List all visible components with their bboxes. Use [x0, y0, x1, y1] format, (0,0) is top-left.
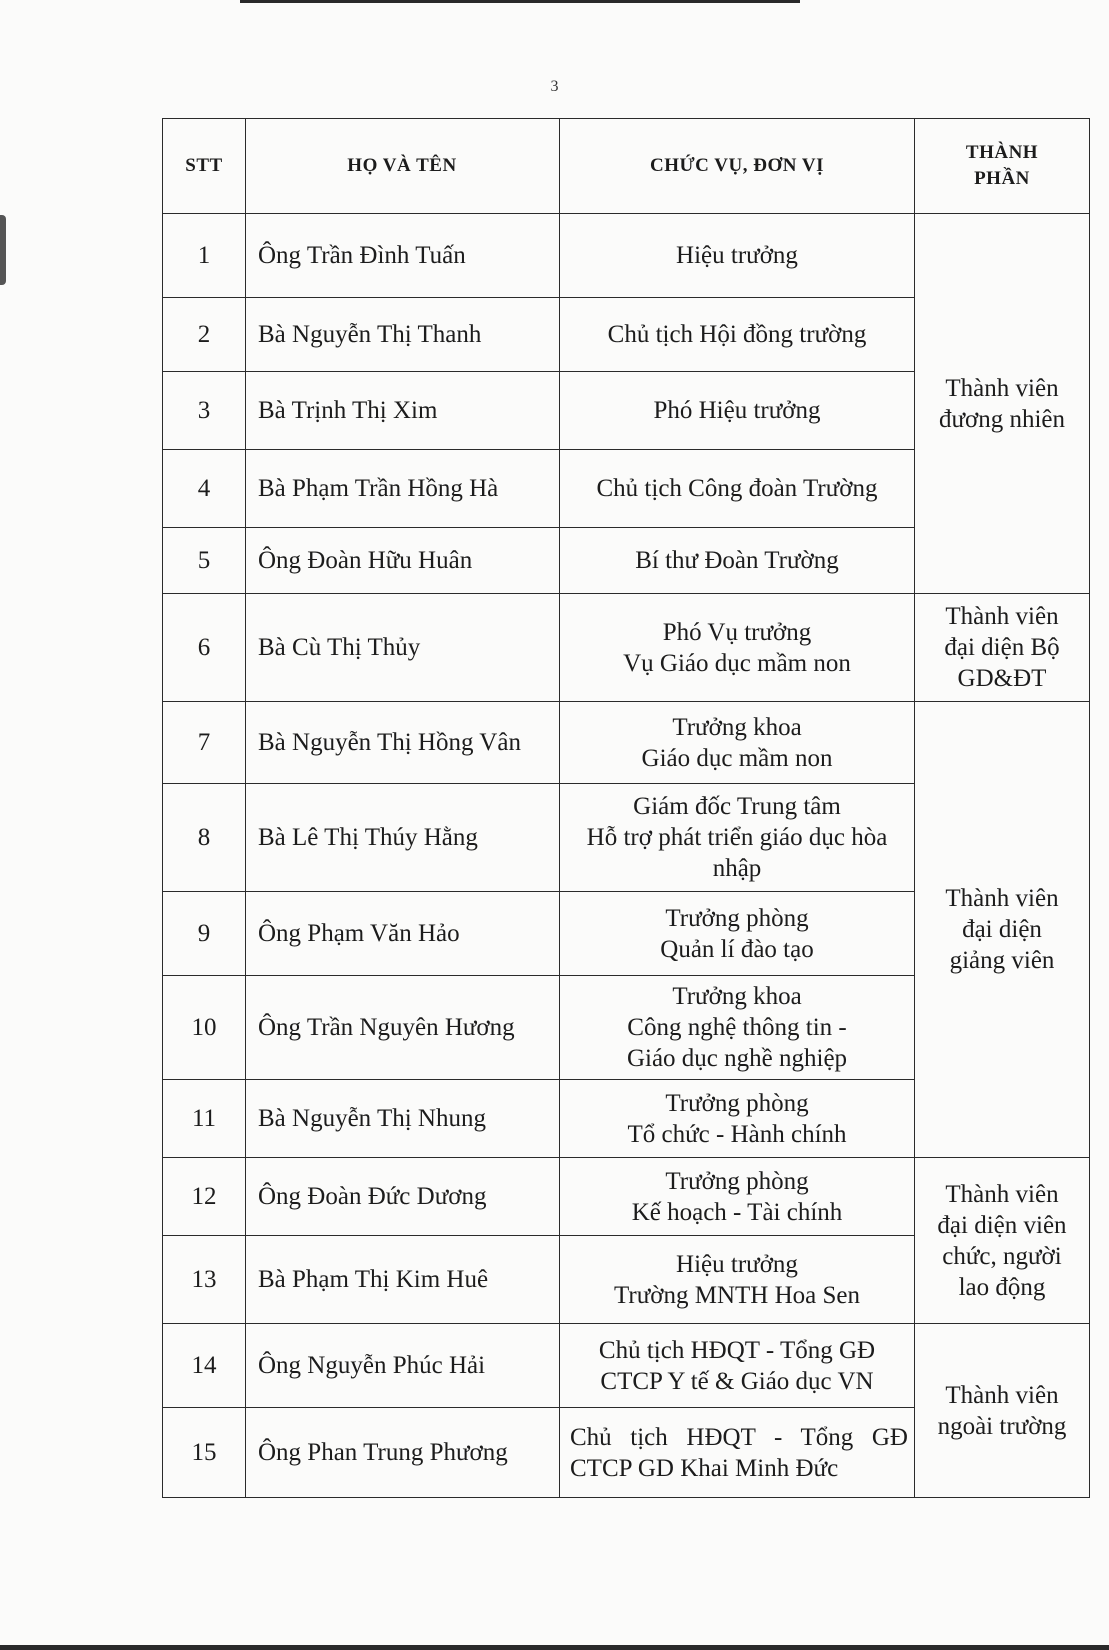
row-name: Ông Trần Nguyên Hương — [246, 976, 560, 1080]
row-name: Ông Phan Trung Phương — [246, 1408, 560, 1498]
role-line: Trưởng khoa — [672, 983, 802, 1010]
group-cell — [915, 702, 1090, 1158]
row-stt: 5 — [163, 528, 246, 594]
role-line: Tổ chức - Hành chính — [627, 1120, 847, 1148]
header-role: CHỨC VỤ, ĐƠN VỊ — [560, 119, 915, 214]
header-stt: STT — [163, 119, 246, 214]
row-stt: 14 — [163, 1324, 246, 1408]
row-role — [560, 976, 915, 1080]
row-stt: 4 — [163, 450, 246, 528]
group-cell — [915, 214, 1090, 594]
group-cell — [915, 1324, 1090, 1498]
row-role — [560, 1080, 915, 1158]
row-name: Bà Nguyễn Thị Thanh — [246, 298, 560, 372]
role-line: Chủ tịch HĐQT - Tổng GĐ — [570, 1423, 908, 1451]
group-line: đương nhiên — [938, 405, 1066, 433]
row-role — [560, 1158, 915, 1236]
table-row — [163, 1158, 1090, 1236]
role-line: Hỗ trợ phát triển giáo dục hòa — [586, 824, 888, 851]
group-line: Thành viên — [945, 374, 1059, 402]
role-line: Công nghệ thông tin - — [627, 1014, 847, 1041]
group-cell — [915, 594, 1090, 702]
scan-mark-left — [0, 215, 6, 285]
row-name: Bà Cù Thị Thủy — [246, 594, 560, 702]
table-row — [163, 594, 1090, 702]
row-name: Bà Phạm Thị Kim Huê — [246, 1236, 560, 1324]
group-line: ngoài trường — [937, 1412, 1067, 1440]
role-line: Trưởng phòng — [665, 904, 809, 932]
role-line: Vụ Giáo dục mầm non — [623, 649, 851, 677]
group-cell — [915, 1158, 1090, 1324]
group-line: Thành viên — [945, 603, 1059, 630]
table-row — [163, 1324, 1090, 1408]
scan-edge-top — [240, 0, 800, 3]
row-role — [560, 372, 915, 450]
role-line: CTCP GD Khai Minh Đức — [570, 1454, 839, 1482]
header-row — [163, 119, 1090, 214]
group-line: đại diện viên — [937, 1211, 1067, 1239]
group-line: Thành viên — [945, 1381, 1059, 1409]
role-line: Trường MNTH Hoa Sen — [614, 1281, 860, 1309]
row-name: Ông Đoàn Hữu Huân — [246, 528, 560, 594]
page-number: 3 — [550, 78, 559, 95]
row-role — [560, 450, 915, 528]
row-stt: 15 — [163, 1408, 246, 1498]
row-stt: 12 — [163, 1158, 246, 1236]
row-stt: 8 — [163, 784, 246, 892]
row-stt: 6 — [163, 594, 246, 702]
header-group-line2: PHẦN — [974, 168, 1030, 189]
role-line: Trưởng khoa — [672, 713, 802, 741]
role-line: Giáo dục mầm non — [641, 744, 833, 772]
row-stt: 2 — [163, 298, 246, 372]
row-name: Ông Đoàn Đức Dương — [246, 1158, 560, 1236]
group-line: Thành viên — [945, 1180, 1059, 1208]
row-stt: 7 — [163, 702, 246, 784]
row-stt: 13 — [163, 1236, 246, 1324]
row-stt: 9 — [163, 892, 246, 976]
row-stt: 11 — [163, 1080, 246, 1158]
row-stt: 10 — [163, 976, 246, 1080]
role-line: Giáo dục nghề nghiệp — [626, 1045, 848, 1072]
row-name: Bà Phạm Trần Hồng Hà — [246, 450, 560, 528]
row-name: Bà Nguyễn Thị Hồng Vân — [246, 702, 560, 784]
row-stt: 1 — [163, 214, 246, 298]
role-line: Trưởng phòng — [665, 1089, 809, 1117]
row-role — [560, 594, 915, 702]
row-stt: 3 — [163, 372, 246, 450]
group-line: giảng viên — [949, 947, 1055, 974]
group-line: GD&ĐT — [957, 665, 1047, 692]
group-line: đại diện Bộ — [944, 634, 1060, 661]
row-name: Bà Lê Thị Thúy Hằng — [246, 784, 560, 892]
role-line: Chủ tịch Công đoàn Trường — [596, 475, 878, 502]
group-line: Thành viên — [945, 885, 1059, 912]
header-name: HỌ VÀ TÊN — [246, 119, 560, 214]
role-line: CTCP Y tế & Giáo dục VN — [600, 1367, 874, 1395]
row-role — [560, 214, 915, 298]
row-name: Bà Nguyễn Thị Nhung — [246, 1080, 560, 1158]
row-role — [560, 528, 915, 594]
header-group-line1: THÀNH — [965, 142, 1039, 163]
group-line: lao động — [958, 1273, 1046, 1301]
role-line: Phó Hiệu trưởng — [653, 397, 821, 424]
row-name: Bà Trịnh Thị Xim — [246, 372, 560, 450]
members-table — [162, 118, 1090, 1498]
group-line: chức, người — [942, 1242, 1062, 1270]
role-line: Giám đốc Trung tâm — [633, 793, 841, 820]
row-role — [560, 1324, 915, 1408]
table-row — [163, 214, 1090, 298]
row-role — [560, 784, 915, 892]
row-role — [560, 702, 915, 784]
role-line: Hiệu trưởng — [676, 1250, 798, 1278]
role-line: Hiệu trưởng — [676, 242, 798, 269]
row-name: Ông Trần Đình Tuấn — [246, 214, 560, 298]
role-line: nhập — [712, 855, 762, 882]
role-line: Quản lí đào tạo — [660, 935, 814, 963]
scan-edge-bottom — [0, 1645, 1109, 1650]
role-line: Kế hoạch - Tài chính — [631, 1198, 843, 1226]
role-line: Chủ tịch Hội đồng trường — [607, 321, 867, 348]
group-line: đại diện — [962, 916, 1042, 943]
table-row — [163, 702, 1090, 784]
row-role — [560, 298, 915, 372]
row-name: Ông Phạm Văn Hảo — [246, 892, 560, 976]
header-group — [915, 119, 1090, 214]
row-role — [560, 892, 915, 976]
role-line: Bí thư Đoàn Trường — [635, 547, 839, 574]
role-line: Phó Vụ trưởng — [662, 618, 812, 646]
role-line: Trưởng phòng — [665, 1167, 809, 1195]
row-role — [560, 1236, 915, 1324]
role-line: Chủ tịch HĐQT - Tổng GĐ — [598, 1336, 876, 1364]
row-name: Ông Nguyễn Phúc Hải — [246, 1324, 560, 1408]
row-role — [560, 1408, 915, 1498]
